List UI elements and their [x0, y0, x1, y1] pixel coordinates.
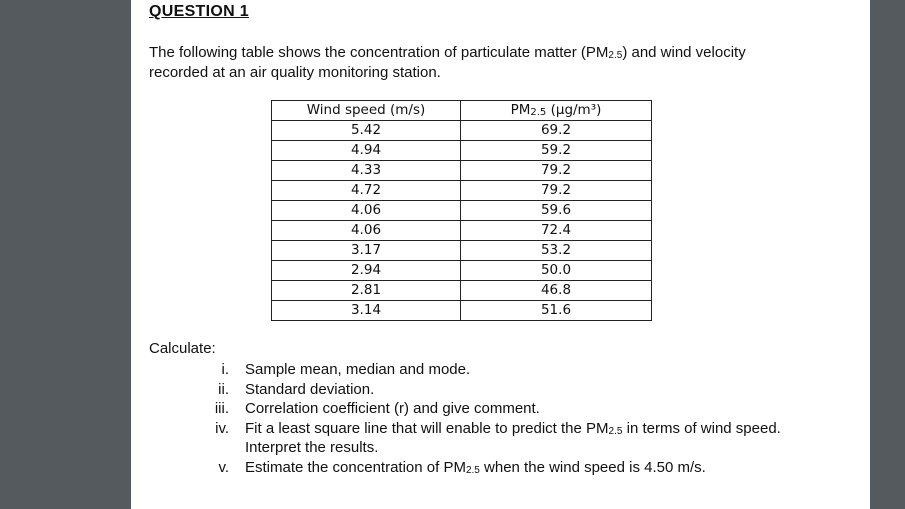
table-row — [272, 261, 652, 281]
wind-cell: 4.72 — [272, 181, 461, 201]
list-item — [189, 458, 829, 478]
item-subscript: 2.5 — [465, 464, 480, 476]
table-row — [272, 141, 652, 161]
intro-text-part1: The following table shows the concentration of particulate matter (PM — [149, 44, 609, 61]
item-text-part1: Fit a least square line that will enable to predict the PM — [245, 419, 609, 437]
item-text-part1: Estimate the concentration of PM — [245, 458, 466, 476]
item-text — [245, 419, 829, 458]
header-pm-unit: (μg/m³) — [546, 102, 602, 118]
wind-cell: 3.14 — [272, 301, 461, 321]
pm-cell: 51.6 — [461, 301, 652, 321]
pm-cell: 79.2 — [461, 161, 652, 181]
wind-cell: 4.94 — [272, 141, 461, 161]
item-text: Sample mean, median and mode. — [245, 361, 471, 378]
table-row — [272, 161, 652, 181]
header-pm-subscript: 2.5 — [530, 107, 547, 118]
calculate-label: Calculate: — [149, 340, 216, 357]
pm-cell: 53.2 — [461, 241, 652, 261]
wind-cell: 2.94 — [272, 261, 461, 281]
list-item — [189, 380, 829, 400]
item-number: iii. — [214, 400, 229, 417]
pm-cell: 72.4 — [461, 221, 652, 241]
item-text-part2: when the wind speed is 4.50 m/s. — [479, 458, 706, 476]
intro-text-part2: ) and wind velocity recorded at an air quality monitoring station. — [149, 44, 746, 81]
header-wind-speed: Wind speed (m/s) — [272, 101, 461, 121]
item-subscript: 2.5 — [608, 425, 623, 437]
pm-cell: 59.6 — [461, 201, 652, 221]
intro-subscript: 2.5 — [608, 50, 623, 61]
table-row — [272, 221, 652, 241]
wind-cell: 5.42 — [272, 121, 461, 141]
list-item — [189, 360, 829, 380]
item-number: v. — [218, 458, 229, 476]
document-page — [131, 0, 870, 509]
item-text-part2: in terms of wind speed. Interpret the results. — [245, 419, 781, 456]
item-number: i. — [221, 361, 229, 378]
pm-cell: 69.2 — [461, 121, 652, 141]
pm-cell: 59.2 — [461, 141, 652, 161]
pm-cell: 79.2 — [461, 181, 652, 201]
table-row — [272, 301, 652, 321]
data-table — [271, 100, 652, 321]
wind-cell: 3.17 — [272, 241, 461, 261]
calculate-list — [189, 360, 829, 477]
table-row — [272, 121, 652, 141]
item-number: ii. — [218, 380, 229, 398]
table-row — [272, 241, 652, 261]
pm-cell: 46.8 — [461, 281, 652, 301]
header-pm25 — [461, 101, 652, 121]
list-item — [189, 419, 829, 458]
table-row — [272, 281, 652, 301]
wind-cell: 4.33 — [272, 161, 461, 181]
item-text: Standard deviation. — [245, 380, 375, 398]
item-text: Correlation coefficient (r) and give comment. — [245, 400, 540, 417]
item-text — [245, 458, 829, 478]
table-header-row — [272, 101, 652, 121]
item-number: iv. — [215, 419, 229, 437]
wind-cell: 4.06 — [272, 201, 461, 221]
header-pm-prefix: PM — [510, 102, 531, 118]
intro-paragraph — [149, 43, 789, 83]
table-row — [272, 181, 652, 201]
wind-cell: 4.06 — [272, 221, 461, 241]
list-item — [189, 399, 829, 419]
wind-cell: 2.81 — [272, 281, 461, 301]
table-row — [272, 201, 652, 221]
question-title: QUESTION 1 — [149, 3, 249, 20]
pm-cell: 50.0 — [461, 261, 652, 281]
